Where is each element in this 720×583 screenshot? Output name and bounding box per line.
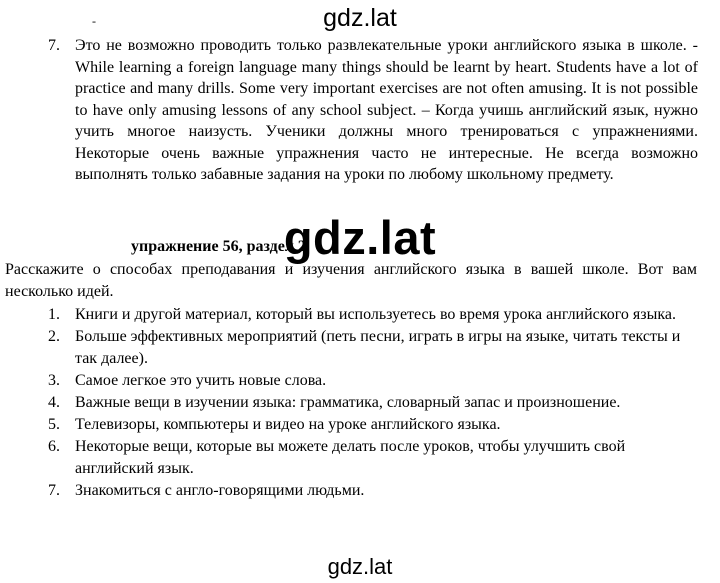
previous-list-item [48,35,698,186]
watermark-center: gdz.lat [283,211,437,264]
list-item [48,326,698,370]
item-number: 5. [48,416,60,433]
list-item [48,414,698,436]
item-text: Важные вещи в изучении языка: грамматика, словарный запас и произношение. [75,394,621,411]
item-text: Это не возможно проводить только развлекательные уроки английского языка в школе. - While learning a foreign language many things should be learnt by heart. Students have a lot of practice and many drills. Some very important exercises are not often amusing. It is not possible to have only amusing lessons of any school subject. – Когда учишь английский язык, нужно учить многое наизусть. Ученики должны много тренироваться с упражнениями. Некоторые очень важные упражнения часто не интересные. Не всегда возможно выполнять только забавные задания на уроки по любому школьному предмету. [75,37,698,183]
list-item [48,304,698,326]
item-number: 2. [48,328,60,345]
item-number: 1. [48,306,60,323]
item-number: 4. [48,394,60,411]
list-item [48,480,698,502]
item-text: Знакомиться с англо-говорящими людьми. [75,482,365,499]
exercise-heading: упражнение 56, раздел 2. [131,238,310,255]
item-number: 6. [48,438,60,455]
item-text: Больше эффективных мероприятий (петь песни, играть в игры на языке, читать тексты и так далее). [75,328,681,367]
top-mark: - [92,14,96,28]
exercise-intro: Расскажите о способах преподавания и изучения английского языка в вашей школе. Вот вам несколько идей. [5,261,697,300]
item-text: Книги и другой материал, который вы используетесь во время урока английского языка. [75,306,676,323]
item-number: 7. [48,37,60,54]
watermark-bottom: gdz.lat [327,554,393,579]
list-item [48,436,698,480]
item-number: 7. [48,482,60,499]
list-item [48,370,698,392]
watermark-top: gdz.lat [323,4,397,32]
item-text: Телевизоры, компьютеры и видео на уроке английского языка. [75,416,501,433]
ideas-list [48,304,698,502]
item-number: 3. [48,372,60,389]
list-item [48,392,698,414]
item-text: Самое легкое это учить новые слова. [75,372,327,389]
item-text: Некоторые вещи, которые вы можете делать после уроков, чтобы улучшить свой английский язык. [75,438,626,477]
